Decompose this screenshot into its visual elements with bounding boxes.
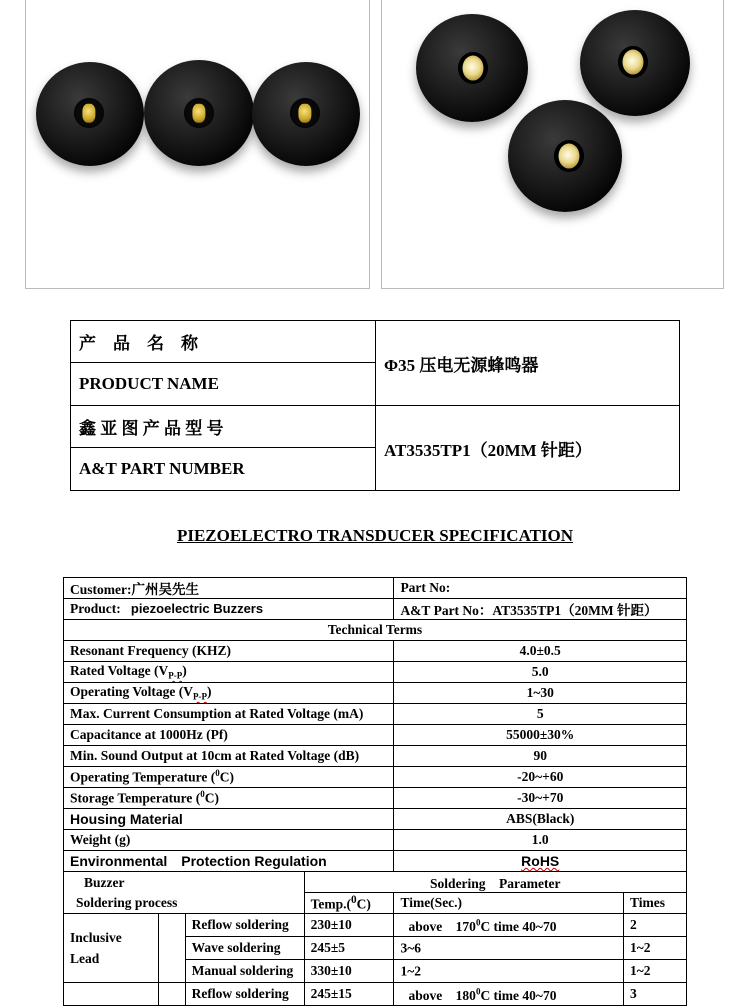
spec-row bbox=[64, 851, 687, 872]
soldering-times: 3 bbox=[624, 983, 687, 1006]
spec-label: Resonant Frequency (KHZ) bbox=[64, 641, 394, 662]
blank-cell bbox=[158, 983, 185, 1006]
product-name-cn-label: 产 品 名 称 bbox=[71, 321, 376, 363]
buzzer-image bbox=[508, 100, 622, 212]
soldering-times: 1~2 bbox=[624, 960, 687, 983]
soldering-row bbox=[64, 914, 687, 937]
technical-terms-header: Technical Terms bbox=[64, 620, 687, 641]
spec-label: Operating Temperature ($^0$C) bbox=[64, 767, 394, 788]
soldering-times: 2 bbox=[624, 914, 687, 937]
soldering-time: above $170^0C$ time 40~70 bbox=[394, 914, 624, 937]
soldering-temp: 245±15 bbox=[304, 983, 394, 1006]
soldering-method: Reflow soldering bbox=[185, 983, 304, 1006]
soldering-parameter-header: Soldering Parameter bbox=[304, 872, 686, 893]
soldering-row bbox=[64, 983, 687, 1006]
spec-value: 5.0 bbox=[394, 662, 687, 683]
spec-value: -20~+60 bbox=[394, 767, 687, 788]
spec-value: RoHS bbox=[394, 851, 687, 872]
customer-label: Customer:广州吴先生 bbox=[64, 578, 394, 599]
specification-table bbox=[63, 577, 687, 1006]
product-name-en-label: PRODUCT NAME bbox=[71, 363, 376, 406]
part-no-label: Part No: bbox=[394, 578, 687, 599]
spec-title: PIEZOELECTRO TRANSDUCER SPECIFICATION bbox=[176, 526, 574, 545]
spec-label: Capacitance at 1000Hz (Pf) bbox=[64, 725, 394, 746]
col-temp-header: Temp.($^0$C) bbox=[304, 893, 394, 914]
at-part-label: A&T Part No：AT3535TP1（20MM 针距） bbox=[394, 599, 687, 620]
spec-label: Operating Voltage $(V_{P-P})$ bbox=[64, 683, 394, 704]
spec-value: 55000±30% bbox=[394, 725, 687, 746]
soldering-time: above $180^0C$ time 40~70 bbox=[394, 983, 624, 1006]
soldering-process-label: Soldering process bbox=[76, 894, 178, 910]
soldering-method: Manual soldering bbox=[185, 960, 304, 983]
buzzer-image bbox=[416, 14, 528, 122]
buzzer-image bbox=[252, 62, 360, 166]
soldering-time: 1~2 bbox=[394, 960, 624, 983]
blank-cell bbox=[158, 914, 185, 983]
spec-value: 1.0 bbox=[394, 830, 687, 851]
spec-value: ABS(Black) bbox=[394, 809, 687, 830]
inclusive-lead-cell bbox=[64, 914, 159, 983]
spec-label: Storage Temperature ($^0$C) bbox=[64, 788, 394, 809]
spec-row bbox=[64, 830, 687, 851]
product-name-value: Φ35 压电无源蜂鸣器 bbox=[376, 321, 680, 406]
buzzer-label: Buzzer bbox=[84, 874, 125, 890]
soldering-method: Reflow soldering bbox=[185, 914, 304, 937]
spec-row bbox=[64, 788, 687, 809]
spec-label: Weight (g) bbox=[64, 830, 394, 851]
inclusive-label: Inclusive bbox=[70, 930, 122, 945]
spec-label: Environmental Protection Regulation bbox=[64, 851, 394, 872]
product-info-table bbox=[70, 320, 680, 491]
spec-value: 4.0±0.5 bbox=[394, 641, 687, 662]
soldering-times: 1~2 bbox=[624, 937, 687, 960]
buzzer-image bbox=[580, 10, 690, 116]
buzzer-soldering-process bbox=[64, 872, 305, 914]
product-photo-three-buzzers bbox=[25, 0, 370, 289]
soldering-time: 3~6 bbox=[394, 937, 624, 960]
soldering-temp: 330±10 bbox=[304, 960, 394, 983]
spec-row bbox=[64, 662, 687, 683]
spec-label: Min. Sound Output at 10cm at Rated Voltage (dB) bbox=[64, 746, 394, 767]
spec-row bbox=[64, 767, 687, 788]
spec-row bbox=[64, 641, 687, 662]
part-number-cn-label: 鑫 亚 图 产 品 型 号 bbox=[71, 406, 376, 448]
spec-row bbox=[64, 725, 687, 746]
spec-row bbox=[64, 683, 687, 704]
spec-value: 5 bbox=[394, 704, 687, 725]
part-number-en-label: A&T PART NUMBER bbox=[71, 448, 376, 491]
product-label: Product: bbox=[70, 601, 121, 616]
blank-cell bbox=[64, 983, 159, 1006]
buzzer-image bbox=[144, 60, 254, 166]
lead-label: Lead bbox=[70, 951, 100, 966]
soldering-temp: 230±10 bbox=[304, 914, 394, 937]
spec-label: Rated Voltage $(V_{P-P})$ bbox=[64, 662, 394, 683]
spec-label: Housing Material bbox=[64, 809, 394, 830]
spec-row bbox=[64, 704, 687, 725]
col-time-header: Time(Sec.) bbox=[394, 893, 624, 914]
spec-label: Max. Current Consumption at Rated Voltage (mA) bbox=[64, 704, 394, 725]
col-times-header: Times bbox=[624, 893, 687, 914]
part-number-value: AT3535TP1（20MM 针距） bbox=[376, 406, 680, 491]
spec-value: 1~30 bbox=[394, 683, 687, 704]
spec-value: -30~+70 bbox=[394, 788, 687, 809]
product-photo-scattered-buzzers bbox=[381, 0, 724, 289]
spec-row bbox=[64, 746, 687, 767]
spec-value: 90 bbox=[394, 746, 687, 767]
product-row bbox=[64, 599, 394, 620]
soldering-method: Wave soldering bbox=[185, 937, 304, 960]
product-value: piezoelectric Buzzers bbox=[130, 601, 264, 616]
spec-row bbox=[64, 809, 687, 830]
soldering-temp: 245±5 bbox=[304, 937, 394, 960]
buzzer-image bbox=[36, 62, 144, 166]
